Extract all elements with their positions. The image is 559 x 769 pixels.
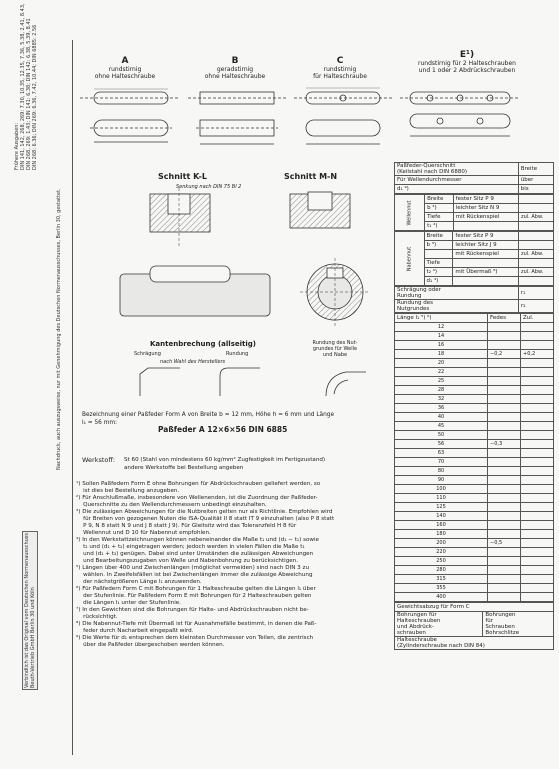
length-tol-cell [488, 530, 521, 539]
length-row [395, 521, 554, 530]
length-tol-cell [488, 485, 521, 494]
schraegung-label: Schrägung oder Rundung [395, 287, 519, 300]
length-row [395, 584, 554, 593]
length-tol-cell [488, 359, 521, 368]
form-a-header: A rundstirnig ohne Halteschraube [94, 56, 156, 80]
footnotes [76, 481, 390, 649]
length-value: 140 [395, 512, 488, 521]
length-row [395, 395, 554, 404]
length-tol-cell-b [521, 584, 554, 593]
footnote-line: der nächstgrößeren Länge l₁ anzuwenden. [76, 579, 202, 585]
reprint-note: Nachdruck, auch auszugsweise, nur mit Genehmigung des Deutschen Normenausschusses, Berlin 30, gestattet. [56, 188, 62, 470]
length-value: 22 [395, 368, 488, 377]
length-row [395, 377, 554, 386]
footnote-line: und Bearbeitungszugaben von Welle und Nabenbohrung zu berücksichtigen. [76, 558, 299, 564]
kanten-schraeg: Schrägung [134, 351, 161, 357]
n-row-b: leichter Sitz J 9 [453, 241, 519, 250]
length-value: 20 [395, 359, 488, 368]
w-row-b: mit Rückenspiel [453, 213, 518, 222]
length-tol-cell [488, 413, 521, 422]
length-value: 25 [395, 377, 488, 386]
w-row-a: Breite [425, 195, 454, 204]
length-tol-cell-b [521, 557, 554, 566]
section-kl-note: Senkung nach DIN 75 Bl 2 [176, 184, 242, 190]
length-tol-cell [488, 422, 521, 431]
footnote-line: ³) Die zulässigen Abweichungen für die Nutbreiten gelten nur als Richtlinie. Empfohlen wird [76, 509, 333, 515]
nabennut-label: Nabennut [395, 232, 425, 286]
laenge-head: Länge l₁ ⁵) ⁶) [395, 314, 488, 323]
length-row [395, 485, 554, 494]
rundung-nut-label: Rundung des Nut- grundes für Welle und Nabe [312, 340, 358, 358]
length-row [395, 413, 554, 422]
length-tol-cell [488, 476, 521, 485]
w-row-a: t₁ ⁴) [425, 222, 454, 231]
werkstoff-label: Werkstoff: [82, 456, 116, 464]
footnote-line: ⁶) Für Paßfedern Form C mit Bohrungen für 1 Halteschraube gelten die Längen l₁ über [76, 586, 316, 592]
footnote-line: t₂ und (d₁ + t₂) eingetragen werden; jedoch werden in vielen Fällen die Maße t₁ [76, 544, 305, 550]
length-tol-cell [488, 494, 521, 503]
n-row-a: d₁ ⁴) [424, 277, 453, 286]
length-tol-cell [488, 593, 521, 602]
length-tol-cell [488, 395, 521, 404]
length-tol-cell-b [521, 377, 554, 386]
length-row [395, 323, 554, 332]
w-zul: zul. Abw. [519, 213, 554, 222]
length-tol-cell-b [521, 440, 554, 449]
form-b-header: B geradstirnig ohne Halteschraube [204, 56, 266, 80]
table-d1: d₁ ⁹) [395, 185, 519, 194]
table-head-ueber: über [518, 176, 553, 185]
length-tol-cell-b [521, 467, 554, 476]
length-value: 100 [395, 485, 488, 494]
length-row [395, 557, 554, 566]
w-row-b: fester Sitz P 9 [453, 195, 518, 204]
length-row [395, 503, 554, 512]
footnote-line: ¹) Sollen Paßfedern Form E ohne Bohrungen für Abdrückschrauben geliefert werden, so [76, 481, 321, 487]
length-tol-cell [488, 467, 521, 476]
designation-example: Paßfeder A 12×6×56 DIN 6885 [158, 425, 288, 434]
length-row [395, 593, 554, 602]
length-tol-cell [488, 458, 521, 467]
zul-head: Zul. [521, 314, 554, 323]
length-value: 40 [395, 413, 488, 422]
footnote-line: und (d₁ + t₂) genügen. Dabei sind unter Umständen die zulässigen Abweichungen [76, 551, 314, 557]
length-value: 70 [395, 458, 488, 467]
length-tol-cell [488, 503, 521, 512]
length-value: 80 [395, 467, 488, 476]
length-tol-cell-b [521, 530, 554, 539]
bohrungen-cell: Bohrungen für Halteschrauben und Abdrück- schrauben [395, 612, 483, 637]
length-value: 220 [395, 548, 488, 557]
footnote-line: über die Paßfeder übergeschoben werden können. [76, 642, 225, 648]
length-tol-cell-b [521, 458, 554, 467]
length-tol-cell-b [521, 341, 554, 350]
length-tol-cell-b [521, 512, 554, 521]
w-row-a: Tiefe [425, 213, 454, 222]
footnote-line: Querschnitte zu den Wellendurchmessern unbedingt einzuhalten. [76, 502, 267, 508]
edge-detail-drawings [130, 366, 380, 400]
n-zul: zul. Abw. [519, 250, 554, 259]
length-tol-cell [488, 377, 521, 386]
table-head-welle: Für Wellendurchmesser [395, 176, 519, 185]
length-tol-cell-b [521, 593, 554, 602]
length-tol-cell-b [521, 548, 554, 557]
length-tol-cell [488, 368, 521, 377]
length-tol-cell-b [521, 413, 554, 422]
length-tol-cell-b [521, 494, 554, 503]
length-value: 45 [395, 422, 488, 431]
footnote-line: rücksichtigt. [76, 614, 118, 620]
previous-editions: Frühere Ausgaben: DIN 141, 142, 268, 269: 7.30, 10.35, 12.35, 7.36, 5.38, 2.41, 8.43, DIN 268, 269: 1.43; DIN 141: 6.38; DIN 142: 6.38, 5.39, 8.41 DIN 268: 6.36; DIN 269: 6.36, 7.42, 10.44; DIN 6885: 2.56 [14, 3, 38, 170]
footnote-line: ²) Für Anschlußmaße, insbesondere von Wellenenden, ist die Zuordnung der Paßfeder- [76, 495, 318, 501]
halteschraube-cell: Halteschraube (Zylinderschraube nach DIN 84) [395, 637, 554, 650]
length-row [395, 539, 554, 548]
length-tol-cell [488, 404, 521, 413]
length-tol-cell [488, 512, 521, 521]
length-value: 110 [395, 494, 488, 503]
length-tol-cell-b [521, 386, 554, 395]
table-head-bis: bis [518, 185, 553, 194]
length-value: 12 [395, 323, 488, 332]
wellennut-label: Wellennut [395, 195, 425, 231]
length-tol-cell [488, 548, 521, 557]
length-value: 18 [395, 350, 488, 359]
rundung-nut-label-t: Rundung des Nutgrundes [395, 300, 519, 313]
length-tol-cell [488, 575, 521, 584]
length-row [395, 368, 554, 377]
length-tol-cell-b [521, 476, 554, 485]
n-row-a: t₂ ⁴) [424, 268, 453, 277]
length-row [395, 494, 554, 503]
form-e-header: E¹) rundstirnig für 2 Halteschrauben und 1 oder 2 Abdrückschrauben [418, 50, 516, 74]
length-value: 56 [395, 440, 488, 449]
w-row-b [453, 222, 518, 231]
length-row [395, 458, 554, 467]
w-row-a: b ³) [425, 204, 454, 213]
length-tol-cell: −0,3 [488, 440, 521, 449]
length-tol-cell: −0,2 [488, 350, 521, 359]
n-row-a: b ³) [424, 241, 453, 250]
kanten-rundung: Rundung [226, 351, 249, 357]
length-tol-cell [488, 386, 521, 395]
length-tol-cell-b [521, 566, 554, 575]
length-tol-cell-b [521, 449, 554, 458]
n-zul: zul. Abw. [519, 268, 554, 277]
section-drawings [110, 188, 390, 338]
footnote-line: die Längen l₁ unter der Stufenlinie. [76, 600, 181, 606]
key-drawings-top [80, 84, 550, 164]
length-tol-cell-b [521, 332, 554, 341]
length-tol-cell-b: +0,2 [521, 350, 554, 359]
length-value: 280 [395, 566, 488, 575]
footnote-line: ⁸) Die Nabennut-Tiefe mit Übermaß ist für Ausnahmefälle bestimmt, in denen die Paß- [76, 621, 317, 627]
length-tol-cell [488, 584, 521, 593]
length-tol-cell-b [521, 395, 554, 404]
length-row [395, 449, 554, 458]
length-row [395, 566, 554, 575]
length-tol-cell [488, 431, 521, 440]
length-value: 200 [395, 539, 488, 548]
length-value: 63 [395, 449, 488, 458]
length-tol-cell-b [521, 521, 554, 530]
length-tol-cell-b [521, 323, 554, 332]
n-row-b [453, 277, 519, 286]
length-value: 160 [395, 521, 488, 530]
length-value: 14 [395, 332, 488, 341]
length-tol-cell-b [521, 539, 554, 548]
length-row [395, 440, 554, 449]
length-tol-cell-b [521, 485, 554, 494]
length-value: 250 [395, 557, 488, 566]
length-tol-cell [488, 449, 521, 458]
dimension-table [394, 162, 554, 650]
length-row [395, 512, 554, 521]
length-row [395, 530, 554, 539]
length-tol-cell-b [521, 359, 554, 368]
n-row-b: mit Übermaß ⁸) [453, 268, 519, 277]
length-tol-cell-b [521, 431, 554, 440]
length-tol-cell-b [521, 503, 554, 512]
footnote-line: ⁴) In den Werkstattzeichnungen können nebeneinander die Maße t₁ und (d₁ − t₁) sowie [76, 537, 320, 543]
gewicht-cell: Gewichtsabzug für Form C [395, 603, 554, 612]
r1-cell: r₁ [519, 287, 554, 300]
length-tol-cell [488, 557, 521, 566]
n-row-a: Tiefe [424, 259, 453, 268]
section-mn-title: Schnitt M-N [284, 172, 338, 181]
length-value: 32 [395, 395, 488, 404]
length-row [395, 386, 554, 395]
length-value: 50 [395, 431, 488, 440]
footnote-line: ist dies bei Bestellung anzugeben. [76, 488, 180, 494]
length-value: 16 [395, 341, 488, 350]
section-kl-title: Schnitt K-L [158, 172, 207, 181]
length-tol-cell [488, 341, 521, 350]
footnote-line: Wellennut und D 10 für Nabennut empfohlen. [76, 530, 211, 536]
length-tol-cell-b [521, 575, 554, 584]
length-value: 90 [395, 476, 488, 485]
footnote-line: feder durch Nacharbeit eingepaßt wird. [76, 628, 194, 634]
length-value: 180 [395, 530, 488, 539]
table-head-qs: Paßfeder-Querschnitt (Keilstahl nach DIN 6880) [395, 163, 519, 176]
r2-cell: r₂ [519, 300, 554, 313]
length-tol-cell-b [521, 422, 554, 431]
table-head-breite: Breite [518, 163, 553, 176]
footnote-line: ⁵) Längen über 400 und Zwischenlängen (möglichst vermeiden) sind nach DIN 3 zu [76, 565, 309, 571]
bohrungen2-cell: Bohrungen für Schrauben Bohrschlitze [483, 612, 554, 637]
length-value: 355 [395, 584, 488, 593]
werkstoff-text: St 60 (Stahl von mindestens 60 kg/mm² Zugfestigkeit im Fertigzustand) andere Werkstoffe bei Bestellung angeben [124, 457, 326, 471]
length-value: 400 [395, 593, 488, 602]
length-tol-cell [488, 566, 521, 575]
n-row-b [453, 259, 519, 268]
length-tol-cell: −0,5 [488, 539, 521, 548]
footnote-line: ⁷) In den Gewichten sind die Bohrungen für Halte- und Abdrückschrauben nicht be- [76, 607, 309, 613]
length-row [395, 341, 554, 350]
n-row-b: mit Rückenspiel [453, 250, 519, 259]
designation-text: Bezeichnung einer Paßfeder Form A von Breite b = 12 mm, Höhe h = 6 mm und Länge l₁ = 56 mm: [82, 412, 335, 426]
length-tol-cell [488, 332, 521, 341]
length-row [395, 476, 554, 485]
footnote-line: wählen. In Zweifelsfällen ist bei Zwischenlängen immer die zulässige Abweichung [76, 572, 313, 578]
footnote-line: der Stufenlinie. Für Paßfedern Form E mit Bohrungen für 2 Halteschrauben gelten [76, 593, 312, 599]
length-row [395, 350, 554, 359]
n-row-a: Breite [424, 232, 453, 241]
kanten-title: Kantenbrechung (allseitig) [150, 340, 256, 348]
length-tol-cell-b [521, 404, 554, 413]
length-row [395, 431, 554, 440]
length-value: 315 [395, 575, 488, 584]
length-row [395, 404, 554, 413]
n-row-b: fester Sitz P 9 [453, 232, 519, 241]
frame-line [72, 40, 73, 755]
length-row [395, 332, 554, 341]
footnote-line: ⁹) Die Werte für d₁ entsprechen dem kleinsten Durchmesser von Teilen, die zentrisch [76, 635, 314, 641]
length-value: 125 [395, 503, 488, 512]
length-tol-cell [488, 521, 521, 530]
length-tol-cell-b [521, 368, 554, 377]
length-row [395, 359, 554, 368]
length-tol-cell [488, 323, 521, 332]
w-row-b: leichter Sitz N 9 [453, 204, 518, 213]
length-row [395, 422, 554, 431]
n-row-a [424, 250, 453, 259]
kanten-hersteller: nach Wahl des Herstellers [160, 359, 226, 365]
length-value: 28 [395, 386, 488, 395]
length-value: 36 [395, 404, 488, 413]
form-c-header: C rundstirnig für Halteschraube [313, 56, 367, 80]
footnote-line: P 9, N 8 statt N 9 und J 8 statt J 9). Für Gleitsitz wird das Toleranzfeld H 8 für [76, 523, 297, 529]
fedes-head: Fedes [488, 314, 521, 323]
length-row [395, 548, 554, 557]
footnote-line: für Breiten von gezogenen Nuten die ISA-Qualität II 8 statt IT 9 einzuhalten (also P 8 statt [76, 516, 335, 522]
stamp-text: Verbindlich ist das Original vom Deutschen Normenausschuss Beuth-Vertrieb GmbH Berlin 30 und Köln [24, 533, 36, 688]
length-row [395, 575, 554, 584]
length-row [395, 467, 554, 476]
